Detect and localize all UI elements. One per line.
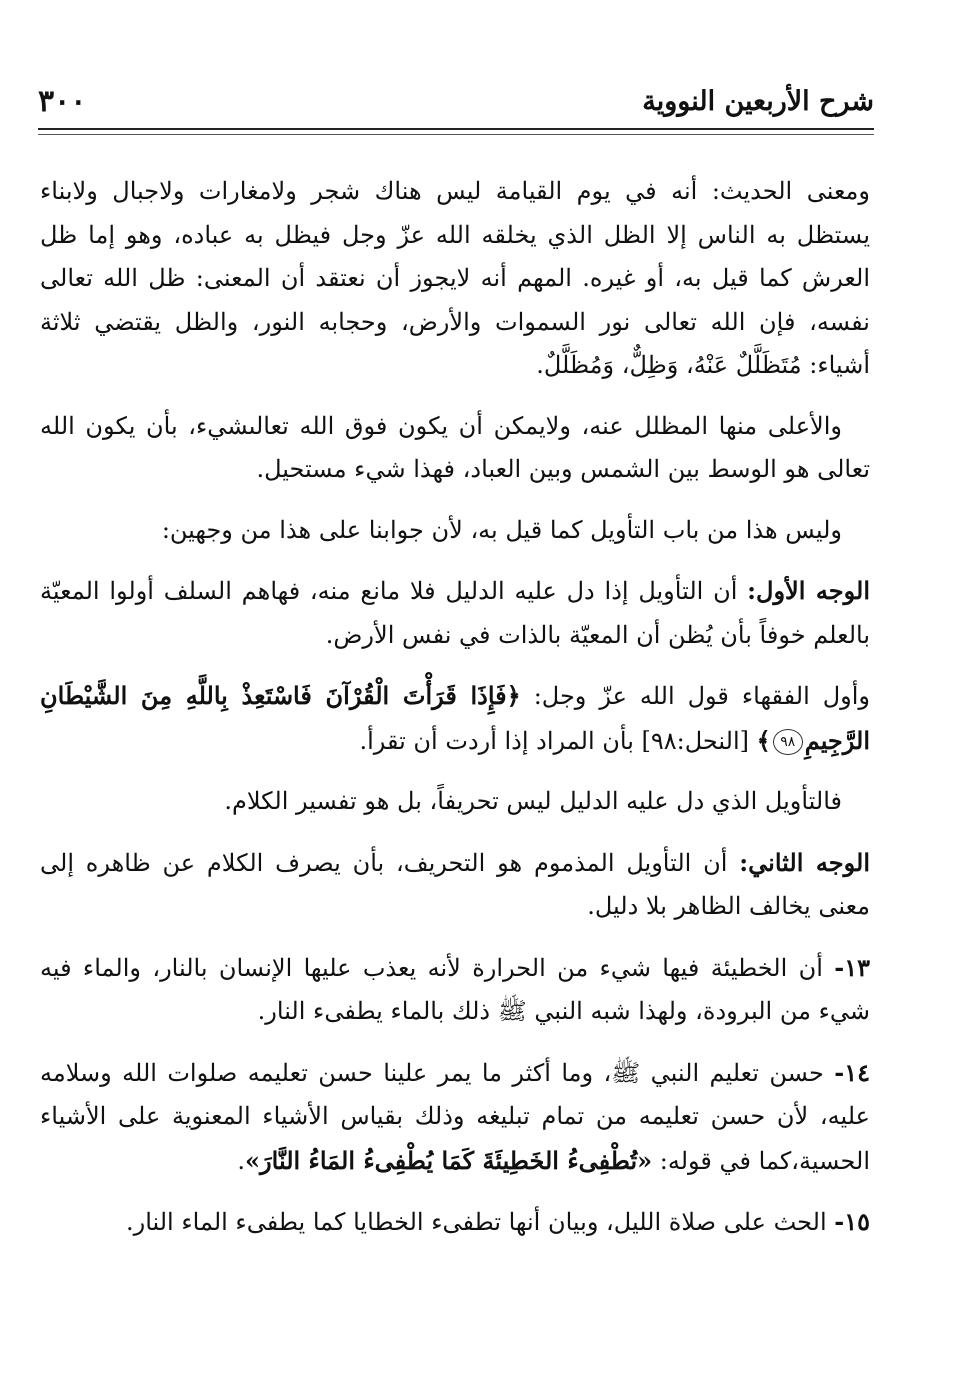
paragraph-text: وليس هذا من باب التأويل كما قيل به، لأن جوابنا على هذا من وجهين: [161, 515, 842, 544]
paragraph-not-tawil [40, 509, 870, 553]
paragraph-point-14 [40, 1051, 870, 1184]
hadith-quote: «تُطْفِىءُ الخَطِيئَةَ كَمَا يُطْفِىءُ المَاءُ النَّارَ» [245, 1145, 653, 1175]
point-number: ١٤- [834, 1057, 870, 1087]
header-rule [38, 128, 874, 135]
quran-verse: ﴿فَإِذَا قَرَأْتَ الْقُرْآنَ فَاسْتَعِذْ بِاللَّهِ مِنَ الشَّيْطَانِ الرَّجِيمِ [40, 681, 870, 755]
paragraph-text: ومعنى الحديث: أنه في يوم القيامة ليس هناك شجر ولامغارات ولاجبال ولابناء يستظل به الناس إلا الظل الذي يخلقه الله عزّ وجل فيظل به عباده، وهو إما ظل العرش كما قيل به، أو غيره. المهم أنه لايجوز أن نعتقد أن المعنى: ظل الله تعالى نفسه، فإن الله تعالى نور السموات والأرض، وحجابه النور، والظل يقتضي ثلاثة أشياء: [40, 177, 870, 379]
paragraph-text: أن التأويل المذموم هو التحريف، بأن يصرف الكلام عن ظاهره إلى معنى يخالف الظاهر بلا دليل. [40, 848, 870, 920]
paragraph-text: أن التأويل إذا دل عليه الدليل فلا مانع منه، فهاهم السلف أولوا المعيّة بالعلم خوفاً بأن يُظن أن المعيّة بالذات في نفس الأرض. [40, 577, 870, 649]
running-header [38, 82, 874, 130]
paragraph-text: الحث على صلاة الليل، وبيان أنها تطفىء الخطايا كما يطفىء الماء النار. [125, 1208, 827, 1236]
ayah-number-marker: ٩٨ [773, 729, 803, 755]
verse-close-bracket: ﴾ [756, 725, 771, 755]
aspect-label: الوجه الأول: [747, 576, 870, 605]
verse-reference: [النحل:٩٨] [641, 726, 750, 755]
paragraph-text: حسن تعليم النبي ﷺ، وما أكثر ما يمر علينا حسن تعليمه صلوات الله وسلامه عليه، لأن حسن تعليمه من تمام تبليغه وذلك بقياس الأشياء المعنوية على الأشياء الحسية،كما في قوله: [40, 1058, 870, 1175]
point-number: ١٣- [834, 952, 871, 982]
paragraph-meaning [40, 170, 870, 388]
page-body [40, 170, 870, 1262]
paragraph-point-13 [40, 946, 870, 1034]
aspect-label: الوجه الثاني: [739, 847, 871, 877]
paragraph-fuqaha [40, 674, 870, 763]
paragraph-highest [40, 405, 870, 492]
sentence-end: . [237, 1146, 246, 1175]
book-title: شرح الأربعين النووية [642, 86, 874, 117]
paragraph-point-15 [40, 1200, 870, 1245]
paragraph-first-aspect [40, 569, 870, 657]
page-number: ٣٠٠ [38, 84, 87, 119]
paragraph-tawil-not-tahrif [40, 780, 870, 824]
point-number: ١٥- [834, 1207, 870, 1236]
paragraph-second-aspect [40, 841, 870, 929]
paragraph-text: بأن المراد إذا أردت أن تقرأ. [359, 726, 634, 755]
paragraph-text: أن الخطيئة فيها شيء من الحرارة لأنه يعذب عليها الإنسان بالنار، والماء فيه شيء من البرودة، ولهذا شبه النبي ﷺ ذلك بالماء يطفىء النار. [40, 953, 870, 1025]
paragraph-text: فالتأويل الذي دل عليه الدليل ليس تحريفاً، بل هو تفسير الكلام. [224, 787, 842, 815]
paragraph-text: والأعلى منها المظلل عنه، ولايمكن أن يكون فوق الله تعالىشيء، بأن يكون الله تعالى هو الوسط بين الشمس وبين العباد، فهذا شيء مستحيل. [40, 411, 870, 483]
paragraph-text: وأول الفقهاء قول الله عزّ وجل: [533, 682, 871, 710]
paragraph-text: مُتَظَلَّلٌ عَنْهُ، وَظِلٌّ، وَمُظَلَّلٌ. [536, 351, 802, 379]
